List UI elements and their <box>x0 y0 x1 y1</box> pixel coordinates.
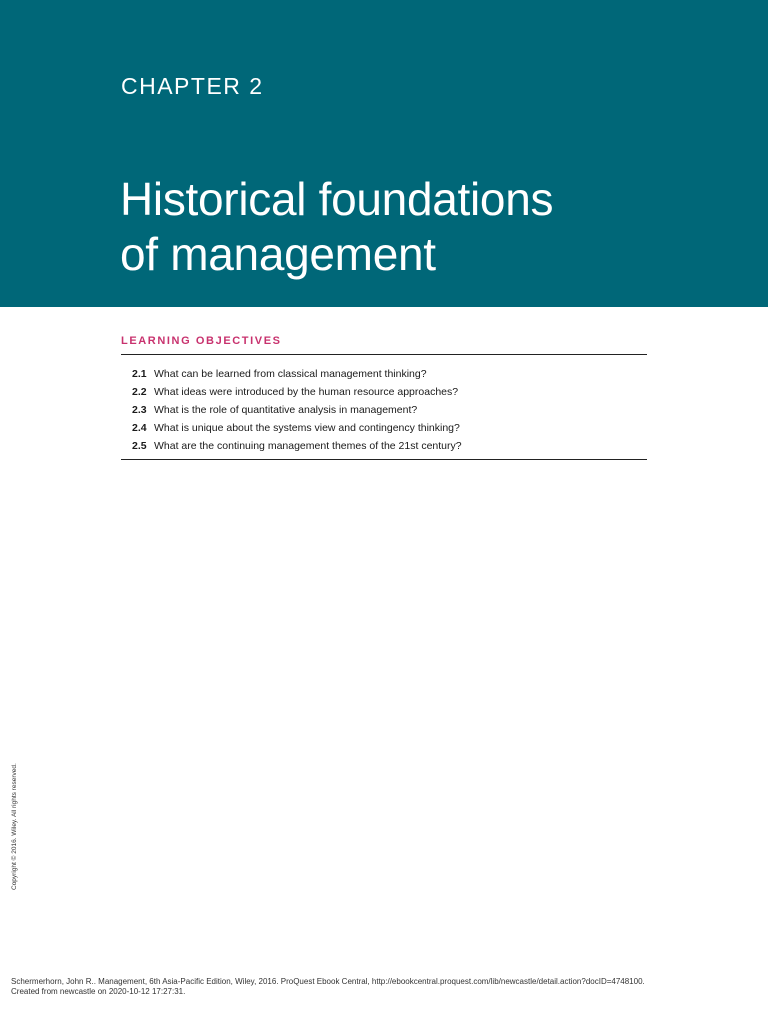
side-copyright <box>2 730 18 900</box>
bottom-divider <box>121 459 647 460</box>
objective-text: What is unique about the systems view and contingency thinking? <box>154 422 460 434</box>
objective-text: What are the continuing management themes of the 21st century? <box>154 440 462 452</box>
list-item <box>132 383 462 401</box>
learning-objectives-heading: LEARNING OBJECTIVES <box>121 335 282 347</box>
objective-number: 2.4 <box>132 422 147 434</box>
learning-objectives-list <box>132 365 462 455</box>
objective-text: What is the role of quantitative analysis in management? <box>154 404 418 416</box>
objective-text: What ideas were introduced by the human resource approaches? <box>154 386 459 398</box>
chapter-label: CHAPTER 2 <box>121 73 264 99</box>
top-divider <box>121 354 647 355</box>
chapter-header-band <box>0 0 768 307</box>
footer-citation: Schermerhorn, John R.. Management, 6th Asia-Pacific Edition, Wiley, 2016. ProQuest Ebook Central, http://ebookcentral.proquest.com/lib/newcastle/detail.action?docID=4748100. <box>11 977 645 986</box>
list-item <box>132 437 462 455</box>
list-item <box>132 401 462 419</box>
objective-number: 2.2 <box>132 386 147 398</box>
footer-created: Created from newcastle on 2020-10-12 17:27:31. <box>11 987 186 996</box>
objective-number: 2.3 <box>132 404 147 416</box>
list-item <box>132 419 462 437</box>
list-item <box>132 365 462 383</box>
chapter-title-line-2: of management <box>120 228 436 280</box>
objective-text: What can be learned from classical management thinking? <box>154 368 427 380</box>
page-footer <box>11 977 645 997</box>
chapter-title <box>120 172 720 282</box>
objective-number: 2.5 <box>132 440 147 452</box>
side-copyright-text: Copyright © 2016. Wiley. All rights reserved. <box>11 763 18 890</box>
chapter-title-line-1: Historical foundations <box>120 173 554 225</box>
objective-number: 2.1 <box>132 368 147 380</box>
